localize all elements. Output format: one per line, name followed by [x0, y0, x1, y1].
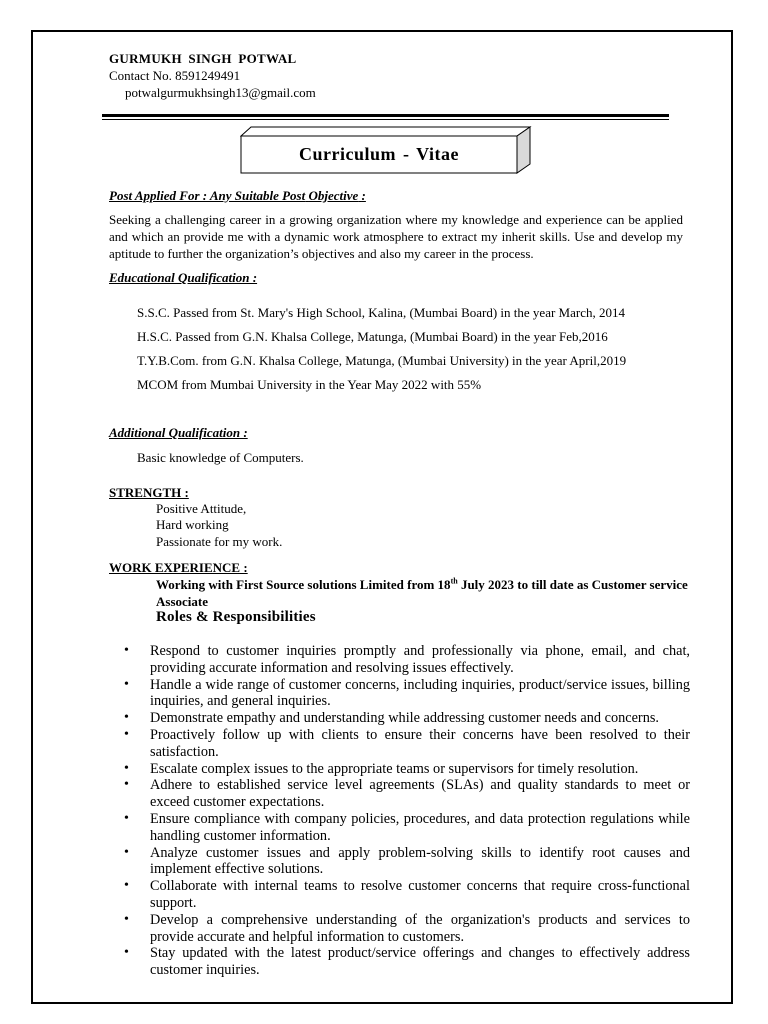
email-address: potwalgurmukhsingh13@gmail.com	[125, 85, 316, 100]
strength-item: Positive Attitude,	[156, 501, 247, 516]
bullet-icon: •	[124, 810, 129, 826]
strength-item: Hard working	[156, 517, 229, 532]
education-item: MCOM from Mumbai University in the Year May 2022 with 55%	[137, 377, 482, 392]
duty-text: Analyze customer issues and apply problem-solving skills to identify root causes and implement effective solutions.	[150, 844, 690, 878]
work-experience-heading: WORK EXPERIENCE :	[109, 560, 248, 575]
contact-number: Contact No. 8591249491	[109, 68, 241, 83]
list-item	[0, 811, 690, 845]
duty-text: Adhere to established service level agreements (SLAs) and quality standards to meet or exceed customer expectations.	[150, 777, 690, 811]
bullet-icon: •	[124, 945, 129, 961]
bullet-icon: •	[124, 676, 129, 692]
bullet-icon: •	[124, 643, 129, 658]
bullet-icon: •	[124, 710, 129, 726]
bullet-icon: •	[124, 911, 129, 927]
responsibilities-list	[0, 643, 690, 979]
job-text-start: Working with First Source solutions Limited from 18	[156, 577, 451, 592]
duty-text: Demonstrate empathy and understanding while addressing customer needs and concerns.	[150, 710, 659, 727]
duty-text: Escalate complex issues to the appropriate teams or supervisors for timely resolution.	[150, 760, 639, 777]
header-rule-thin	[102, 119, 669, 120]
education-item: H.S.C. Passed from G.N. Khalsa College, Matunga, (Mumbai Board) in the year Feb,2016	[137, 329, 608, 344]
duty-text: Develop a comprehensive understanding of the organization's products and services to provide accurate and helpful information to customers.	[150, 911, 690, 945]
objective-label: Objective	[308, 188, 359, 203]
job-date-suffix: th	[450, 576, 458, 586]
list-item	[0, 727, 690, 761]
list-item	[0, 845, 690, 879]
additional-heading: Additional Qualification :	[109, 425, 248, 440]
list-item	[0, 761, 690, 778]
bullet-icon: •	[124, 878, 129, 894]
list-item	[0, 710, 690, 727]
list-item	[0, 878, 690, 912]
roles-heading: Roles & Responsibilities	[156, 609, 316, 625]
list-item	[0, 643, 690, 677]
bullet-icon: •	[124, 726, 129, 742]
bullet-icon: •	[124, 777, 129, 793]
list-item	[0, 777, 690, 811]
post-objective-heading	[109, 188, 366, 204]
objective-colon: :	[361, 188, 366, 203]
duty-text: Handle a wide range of customer concerns, including inquiries, product/service issues, billing inquiries, and general inquiries.	[150, 676, 690, 710]
candidate-name: GURMUKH SINGH POTWAL	[109, 51, 297, 66]
job-text-end: July 2023 to till date as Customer service Associate	[156, 577, 688, 609]
header-rule-thick	[102, 114, 669, 117]
duty-text: Collaborate with internal teams to resolve customer concerns that require cross-functional support.	[150, 878, 690, 911]
list-item	[0, 912, 690, 946]
bullet-icon: •	[124, 844, 129, 860]
duty-text: Respond to customer inquiries promptly and professionally via phone, email, and chat, providing accurate information and resolving issues effectively.	[150, 643, 690, 676]
strength-item: Passionate for my work.	[156, 534, 283, 549]
document-title: Curriculum - Vitae	[299, 144, 459, 164]
education-heading: Educational Qualification :	[109, 270, 258, 285]
duty-text: Ensure compliance with company policies, procedures, and data protection regulations while handling customer information.	[150, 810, 690, 844]
strength-heading: STRENGTH :	[109, 485, 189, 500]
list-item	[0, 677, 690, 711]
additional-item: Basic knowledge of Computers.	[137, 450, 304, 465]
duty-text: Stay updated with the latest product/service offerings and changes to effectively address customer inquiries.	[150, 945, 690, 979]
post-applied-label: Post Applied For : Any Suitable Post	[109, 188, 306, 203]
duty-text: Proactively follow up with clients to ensure their concerns have been resolved to their satisfaction.	[150, 726, 690, 760]
bullet-icon: •	[124, 760, 129, 776]
education-item: T.Y.B.Com. from G.N. Khalsa College, Matunga, (Mumbai University) in the year April,2019	[137, 353, 627, 368]
list-item	[0, 945, 690, 979]
job-title	[156, 576, 696, 610]
objective-paragraph: Seeking a challenging career in a growing organization where my knowledge and experience can be applied and which an provide me with a dynamic work atmosphere to extract my inherit skills. Use and develop my aptitude to further the organization’s objectives and also my career in the process.	[109, 212, 683, 261]
education-item: S.S.C. Passed from St. Mary's High School, Kalina, (Mumbai Board) in the year March, 2014	[137, 305, 625, 320]
